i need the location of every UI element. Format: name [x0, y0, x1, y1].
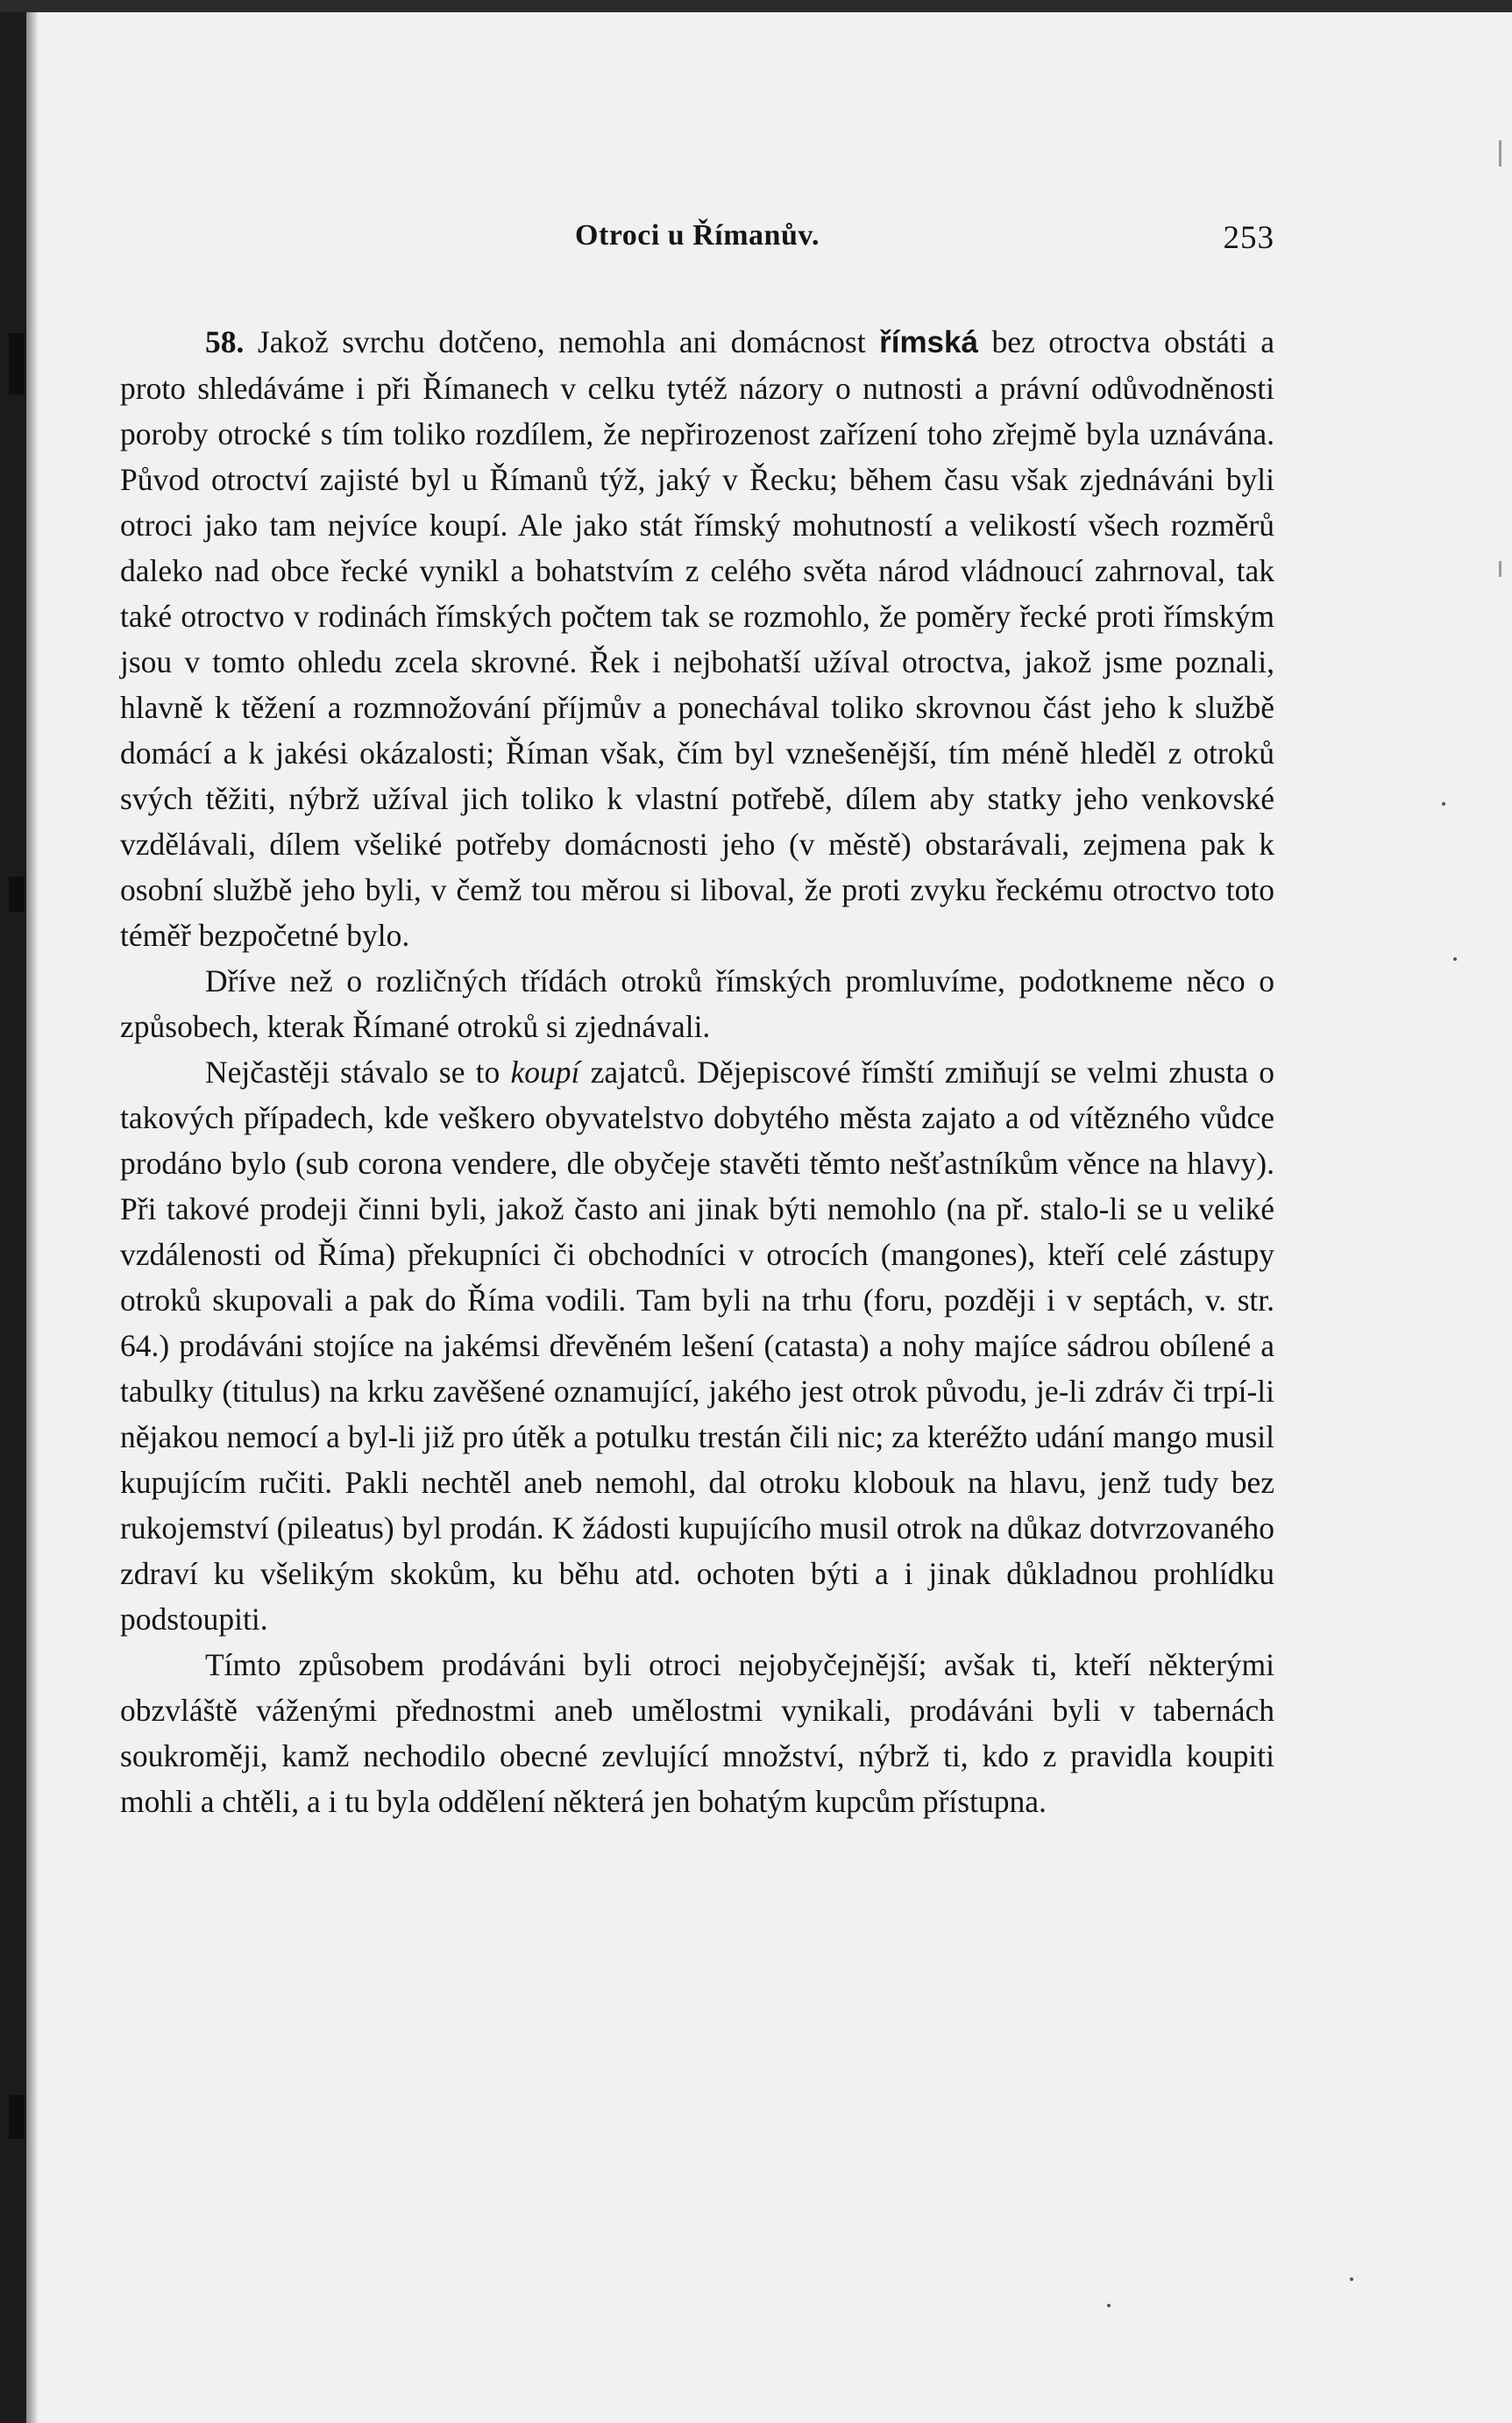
paragraph-tabernae	[120, 1642, 1274, 1824]
paragraph-classes-intro	[120, 958, 1274, 1049]
gutter-shadow	[26, 12, 39, 2423]
paragraph-text: Nejčastěji stávalo se to	[205, 1055, 500, 1090]
scan-artifact	[1499, 140, 1501, 167]
scan-artifact	[1499, 561, 1501, 577]
paper-speck	[1107, 2304, 1111, 2307]
paragraph-purchase	[120, 1049, 1274, 1642]
binding-mark	[9, 333, 25, 394]
paper-speck	[1453, 957, 1457, 961]
paragraph-text: Jakož svrchu dotčeno, nemohla ani domácnost	[257, 324, 866, 359]
paper-speck	[1350, 2277, 1353, 2281]
page-text	[120, 219, 1274, 1824]
emphasized-word: římská	[879, 325, 978, 359]
section-number: 58.	[205, 324, 245, 359]
running-head	[120, 219, 1274, 272]
scanner-background-top	[0, 0, 1512, 12]
paragraph-text: Tímto způsobem prodáváni byli otroci nejobyčejnější; avšak ti, kteří některými obzvláště váženými přednostmi aneb umělostmi vynikali, prodáváni byli v tabernách soukroměji, kamž nechodilo obecné zevlující množství, nýbrž ti, kdo z pravidla koupiti mohli a chtěli, a i tu byla oddělení některá jen bohatým kupcům přístupna.	[120, 1647, 1274, 1819]
paragraph-text: Dříve než o rozličných třídách otroků římských promluvíme, podotkneme něco o způsobech, kterak Římané otroků si zjednávali.	[120, 963, 1274, 1044]
paragraph-text: zajatců. Dějepiscové římští zmiňují se velmi zhusta o takových případech, kde veškero obyvatelstvo dobytého města zajato a od vítězného vůdce prodáno bylo (sub corona vendere, dle obyčeje stavěti těmto nešťastníkům věnce na hlavy). Při takové prodeji činni byli, jakož často ani jinak býti nemohlo (na př. stalo-li se u veliké vzdálenosti od Říma) překupníci či obchodníci v otrocích (mangones), kteří celé zástupy otroků skupovali a pak do Říma vodili. Tam byli na trhu (foru, později i v septách, v. str. 64.) prodáváni stojíce na jakémsi dřevěném lešení (catasta) a nohy majíce sádrou obílené a tabulky (titulus) na krku zavěšené oznamující, jakého jest otrok původu, je-li zdráv či trpí-li nějakou nemocí a byl-li již pro útěk a potulku trestán čili nic; za kteréžto udání mango musil kupujícím ručiti. Pakli nechtěl aneb nemohl, dal otroku klobouk na hlavu, jenž tudy bez rukojemství (pileatus) byl prodán. K žádosti kupujícího musil otrok na důkaz dotvrzovaného zdraví ku všelikým skokům, ku běhu atd. ochoten býti a i jinak důkladnou prohlídku podstoupiti.	[120, 1055, 1275, 1637]
italic-term: koupí	[510, 1055, 580, 1090]
paper-speck	[1442, 802, 1445, 806]
binding-mark	[9, 2095, 25, 2139]
paragraph-58	[120, 319, 1274, 958]
paragraph-text: bez otroctva obstáti a proto shledáváme i při Římanech v celku tytéž názory o nutnosti a právní odůvodněnosti poroby otrocké s tím toliko rozdílem, že nepřirozenost zařízení toho zřejmě byla uznávána. Původ otroctví zajisté byl u Římanů týž, jaký v Řecku; během času však zjednáváni byli otroci jako tam nejvíce koupí. Ale jako stát římský mohutností a velikostí všech rozměrů daleko nad obce řecké vynikl a bohatstvím z celého světa národ vládnoucí zahrnoval, tak také otroctvo v rodinách římských počtem tak se rozmohlo, že poměry řecké proti římským jsou v tomto ohledu zcela skrovné. Řek i nejbohatší užíval otroctva, jakož jsme poznali, hlavně k těžení a rozmnožování příjmův a ponechával toliko skrovnou část jeho k službě domácí a k jakési okázalosti; Říman však, čím byl vznešenější, tím méně hleděl z otroků svých těžiti, nýbrž užíval jich toliko k vlastní potřebě, dílem aby statky jeho venkovské vzdělávali, dílem všeliké potřeby domácnosti jeho (v městě) obstarávali, zejmena pak k osobní službě jeho byli, v čemž tou měrou si liboval, že proti zvyku řeckému otroctvo toto téměř bezpočetné bylo.	[120, 324, 1275, 953]
running-title: Otroci u Římanův.	[575, 219, 820, 252]
binding-mark	[9, 877, 25, 912]
page-number: 253	[1223, 220, 1274, 256]
